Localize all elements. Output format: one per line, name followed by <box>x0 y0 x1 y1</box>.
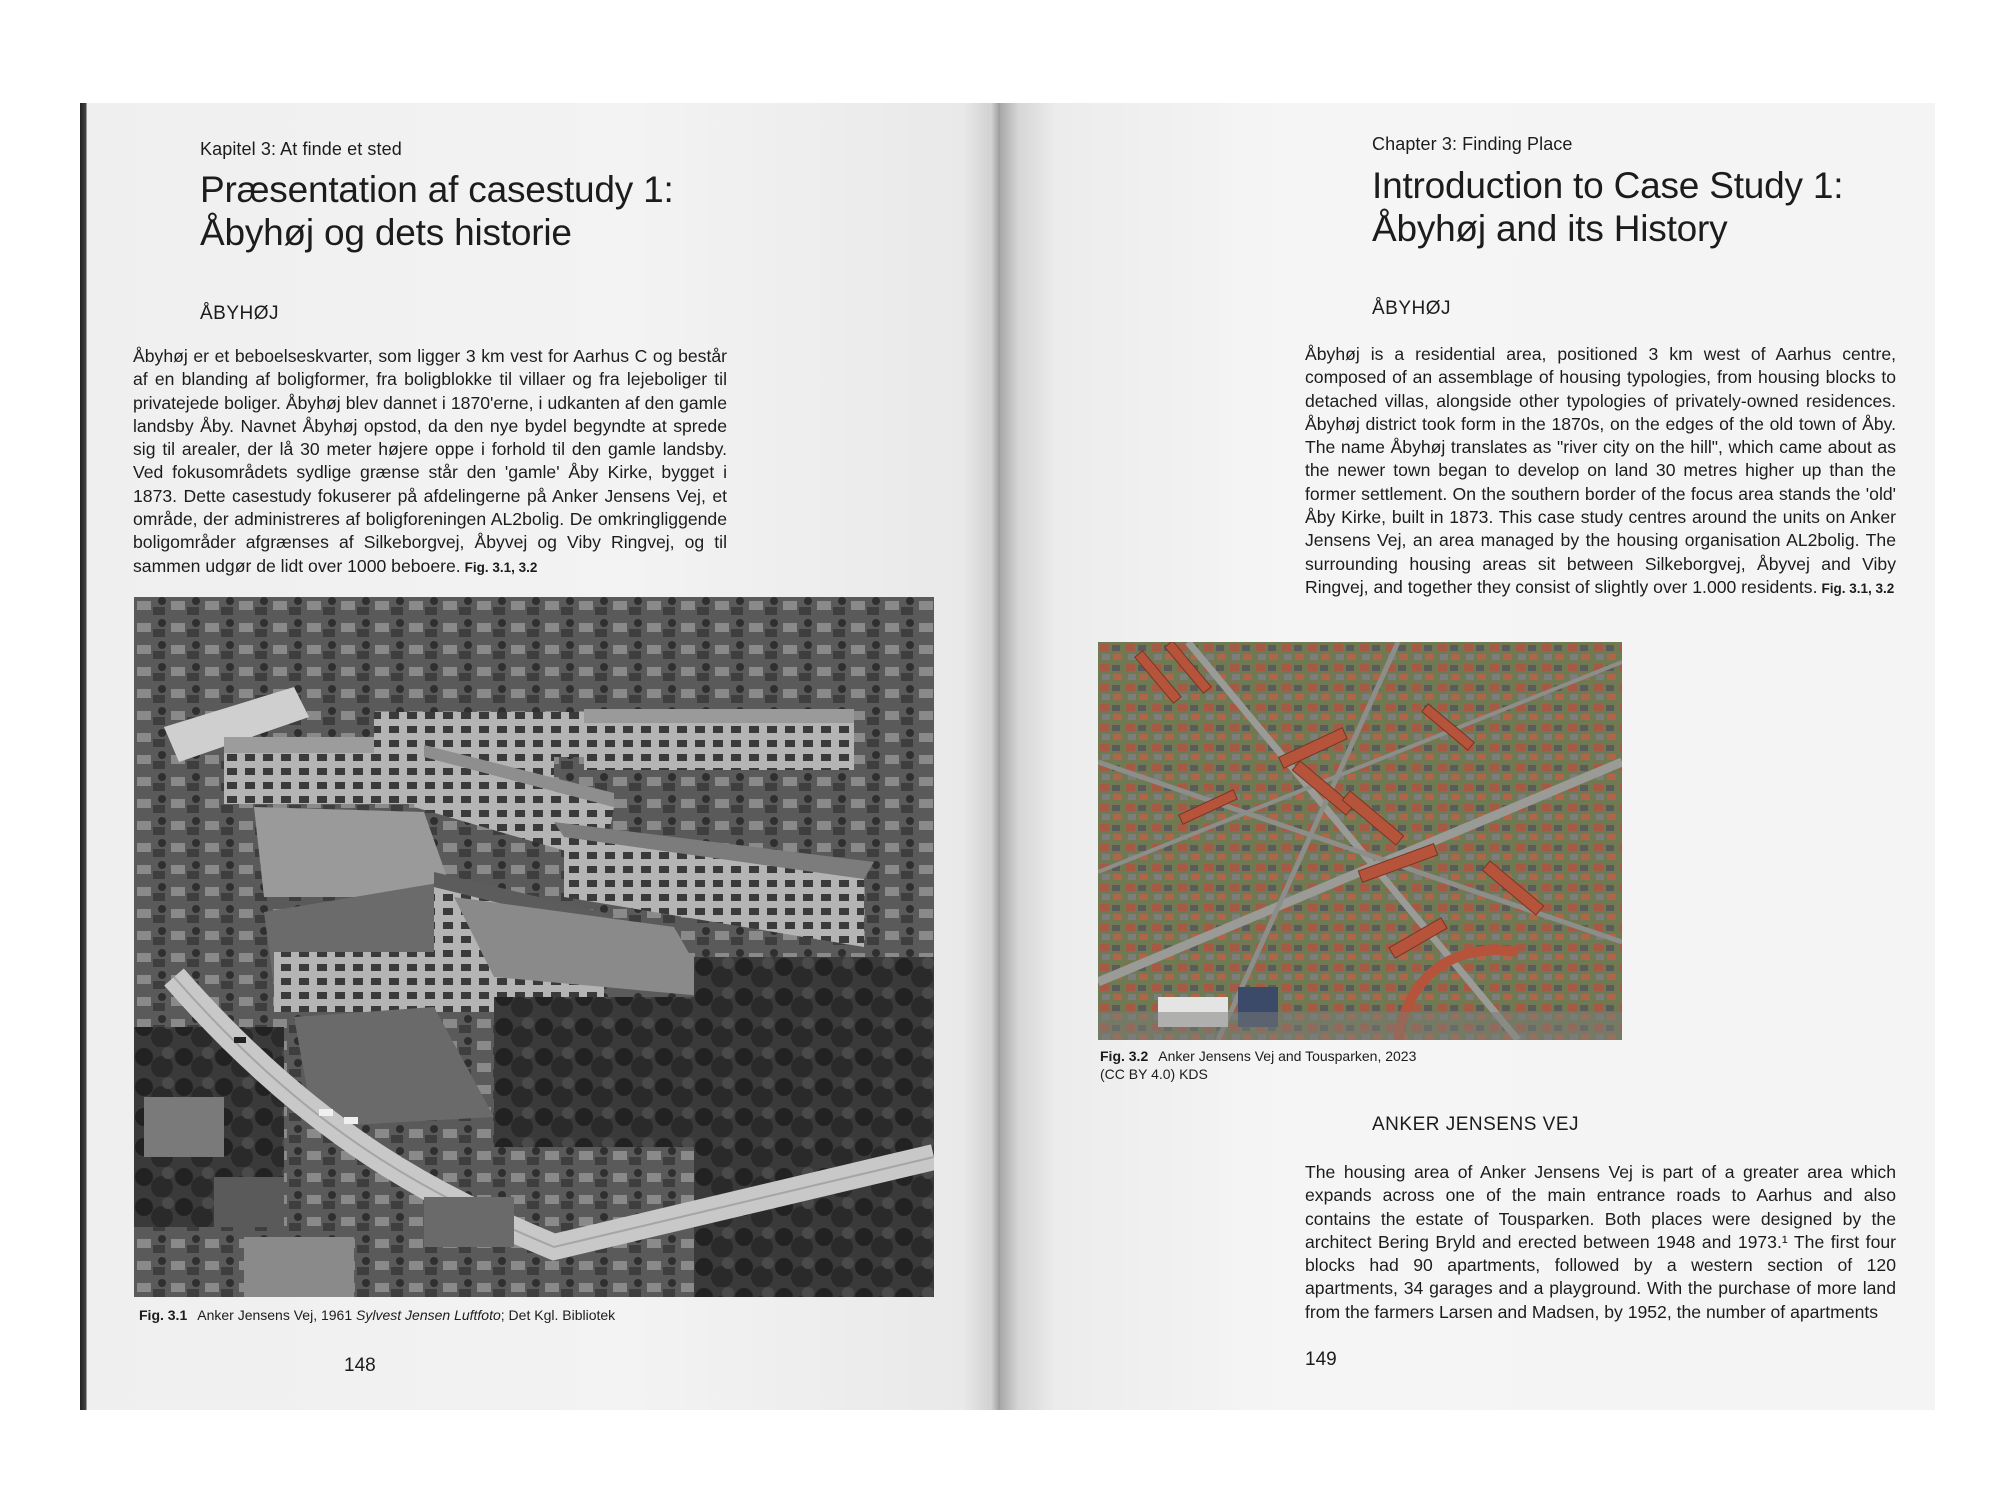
right-title-line-2: Åbyhøj and its History <box>1372 208 1728 249</box>
figure-3-1-caption-source: ; Det Kgl. Bibliotek <box>500 1307 616 1323</box>
left-figure-reference: Fig. 3.1, 3.2 <box>464 559 538 575</box>
right-body-text-2 <box>1305 1161 1896 1324</box>
right-page-number: 149 <box>1305 1349 1337 1370</box>
left-body-paragraph: Åbyhøj er et beboelseskvarter, som ligger 3 km vest for Aarhus C og består af en blanding af boligformer, fra boligblokke til villaer og fra lejeboliger til privatejede boliger. Åbyhøj blev dannet i 1870'erne, i udkanten af den gamle landsby Åby. Navnet Åbyhøj opstod, da den nye bydel begyndte at sprede sig til arealer, der lå 30 meter højere oppe i forhold til den gamle landsby. Ved fokusområdets sydlige grænse står den 'gamle' Åby Kirke, bygget i 1873. Dette casestudy fokuserer på afdelingerne på Anker Jensens Vej, et område, der administreres af boligforeningen AL2bolig. De omkringliggende boligområder afgrænses af Silkeborgvej, Åbyvej og Viby Ringvej, og til sammen udgør de lidt over 1000 beboere. <box>133 346 727 576</box>
figure-3-1-caption <box>139 1306 615 1324</box>
left-section-heading: ÅBYHØJ <box>200 303 280 324</box>
figure-3-1-label: Fig. 3.1 <box>139 1307 188 1323</box>
figure-3-2-caption-text: Anker Jensens Vej and Tousparken, 2023 <box>1158 1048 1417 1064</box>
figure-3-2-caption <box>1100 1047 1416 1083</box>
figure-3-2-photo <box>1098 642 1622 1040</box>
right-page-title <box>1372 164 1843 250</box>
right-chapter-label: Chapter 3: Finding Place <box>1372 134 1573 154</box>
figure-3-2-caption-line-2: (CC BY 4.0) KDS <box>1100 1066 1208 1082</box>
right-body-paragraph-1: Åbyhøj is a residential area, positioned 3 km west of Aarhus centre, composed of an assemblage of housing typologies, from housing blocks to detached villas, alongside other typologies of privately-owned residences. Åbyhøj district took form in the 1870s, on the edges of the old town of Åby. The name Åbyhøj translates as "river city on the hill", which came about as the newer town began to develop on land 30 metres higher up than the former settlement. On the southern border of the focus area stands the 'old' Åby Kirke, built in 1873. This case study centres around the units on Anker Jensens Vej, an area managed by the housing organisation AL2bolig. The surrounding housing areas sit between Silkeborgvej, Åbyvej and Viby Ringvej, and together they consist of slightly over 1.000 residents. <box>1305 344 1896 597</box>
right-body-text-1 <box>1305 343 1896 600</box>
right-section-heading-2: ANKER JENSENS VEJ <box>1372 1114 1579 1135</box>
right-title-line-1: Introduction to Case Study 1: <box>1372 165 1844 206</box>
right-body-paragraph-2: The housing area of Anker Jensens Vej is part of a greater area which expands across one of the main entrance roads to Aarhus and also contains the estate of Tousparken. Both places were designed by the architect Bering Bryld and erected between 1948 and 1973.¹ The first four blocks had 90 apartments, followed by a western section of 120 apartments, 34 garages and a playground. With the purchase of more land from the farmers Larsen and Madsen, by 1952, the number of apartments <box>1305 1162 1896 1322</box>
left-body-text <box>133 345 727 579</box>
left-page-title <box>200 168 674 254</box>
figure-3-2-label: Fig. 3.2 <box>1100 1048 1149 1064</box>
figure-3-1-caption-credit: Sylvest Jensen Luftfoto <box>356 1307 501 1323</box>
left-chapter-label: Kapitel 3: At finde et sted <box>200 139 402 159</box>
figure-3-1-photo <box>134 597 934 1297</box>
left-page-number: 148 <box>344 1355 376 1376</box>
aerial-photo-2023 <box>1098 642 1622 1040</box>
right-figure-reference: Fig. 3.1, 3.2 <box>1821 580 1895 596</box>
left-title-line-2: Åbyhøj og dets historie <box>200 212 572 253</box>
figure-3-1-caption-text: Anker Jensens Vej, 1961 <box>197 1307 353 1323</box>
aerial-photo-1961 <box>134 597 934 1297</box>
figure-3-2-caption-line-1 <box>1100 1047 1416 1065</box>
right-section-heading-1: ÅBYHØJ <box>1372 298 1452 319</box>
left-title-line-1: Præsentation af casestudy 1: <box>200 169 674 210</box>
